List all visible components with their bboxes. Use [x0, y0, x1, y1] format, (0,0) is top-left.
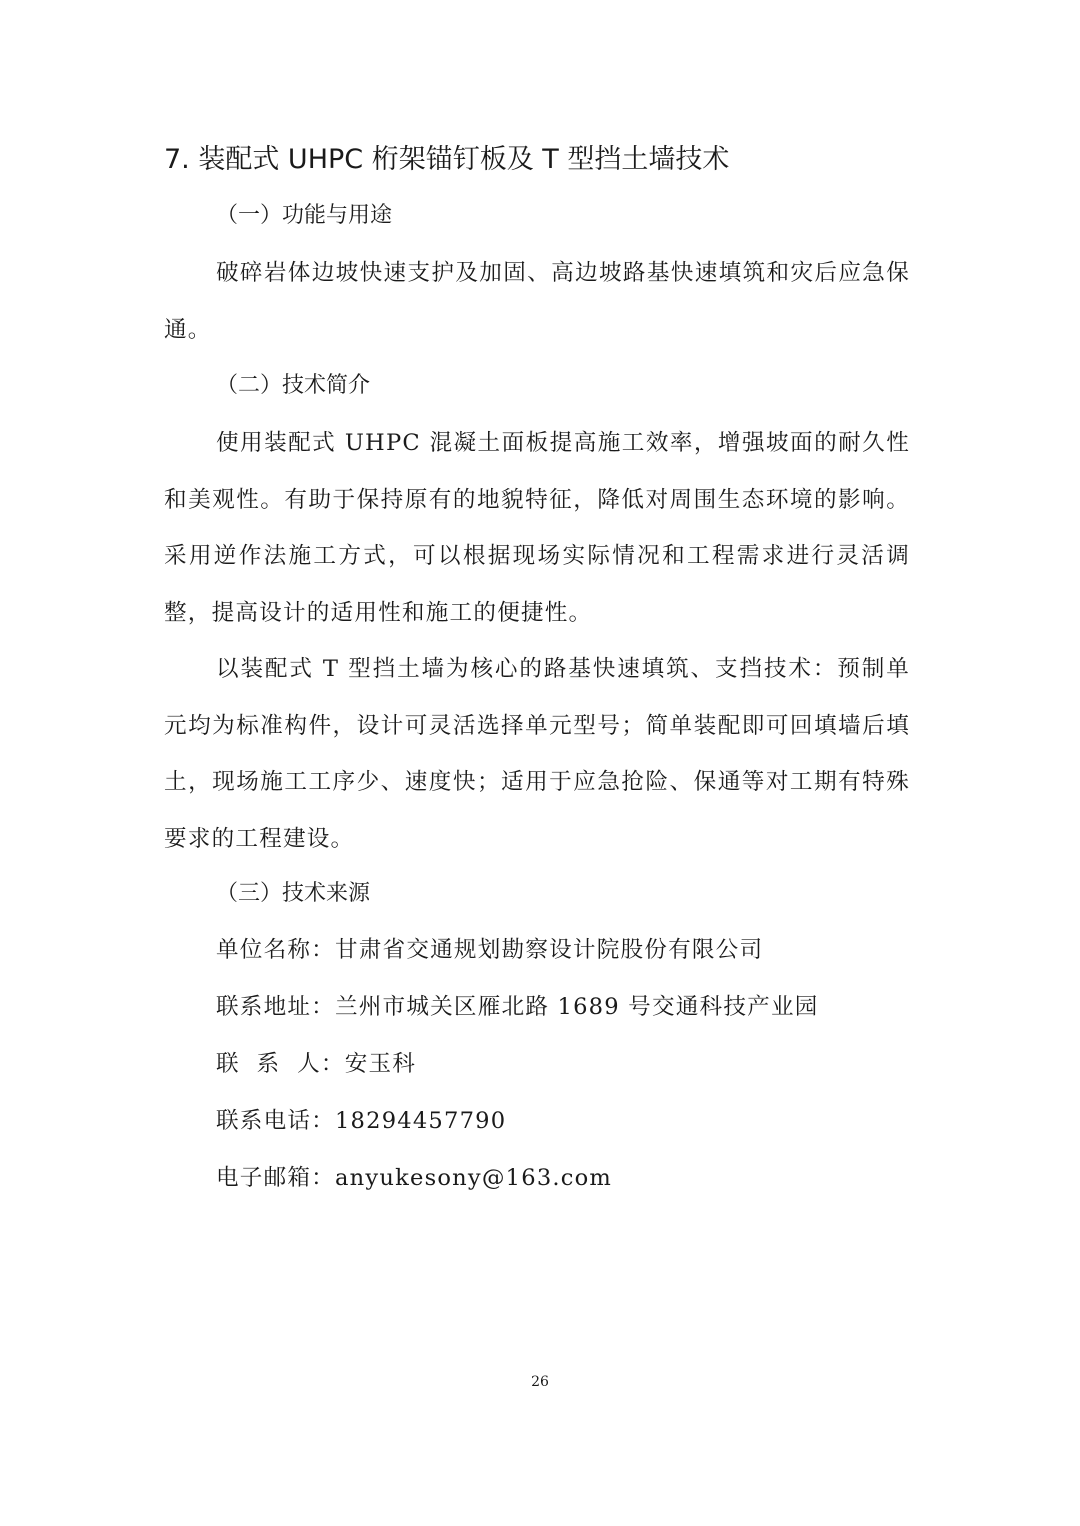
subheading-function: （一）功能与用途 — [216, 203, 393, 228]
source-contact: 联 系 人：安玉科 — [216, 1051, 417, 1077]
section-heading: 7. 装配式 UHPC 桁架锚钉板及 T 型挡土墙技术 — [164, 144, 730, 175]
source-email: 电子邮箱：anyukesony@163.com — [216, 1165, 613, 1191]
source-unit: 单位名称：甘肃省交通规划勘察设计院股份有限公司 — [216, 937, 764, 963]
source-phone: 联系电话：18294457790 — [216, 1108, 507, 1134]
page-number: 26 — [531, 1374, 549, 1390]
source-address: 联系地址：兰州市城关区雁北路 1689 号交通科技产业园 — [216, 994, 819, 1020]
paragraph-intro-2: 以装配式 T 型挡土墙为核心的路基快速填筑、支挡技术：预制单元均为标准构件，设计可灵活选择单元型号；简单装配即可回填墙后填土，现场施工工序少、速度快；适用于应急抢险、保通等对工期有特殊要求的工程建设。 — [164, 656, 910, 852]
paragraph-intro-1: 使用装配式 UHPC 混凝土面板提高施工效率，增强坡面的耐久性和美观性。有助于保持原有的地貌特征，降低对周围生态环境的影响。采用逆作法施工方式，可以根据现场实际情况和工程需求进行灵活调整，提高设计的适用性和施工的便捷性。 — [164, 430, 910, 626]
subheading-intro: （二）技术简介 — [216, 373, 371, 398]
subheading-source: （三）技术来源 — [216, 881, 371, 906]
paragraph-function: 破碎岩体边坡快速支护及加固、高边坡路基快速填筑和灾后应急保通。 — [164, 260, 910, 343]
